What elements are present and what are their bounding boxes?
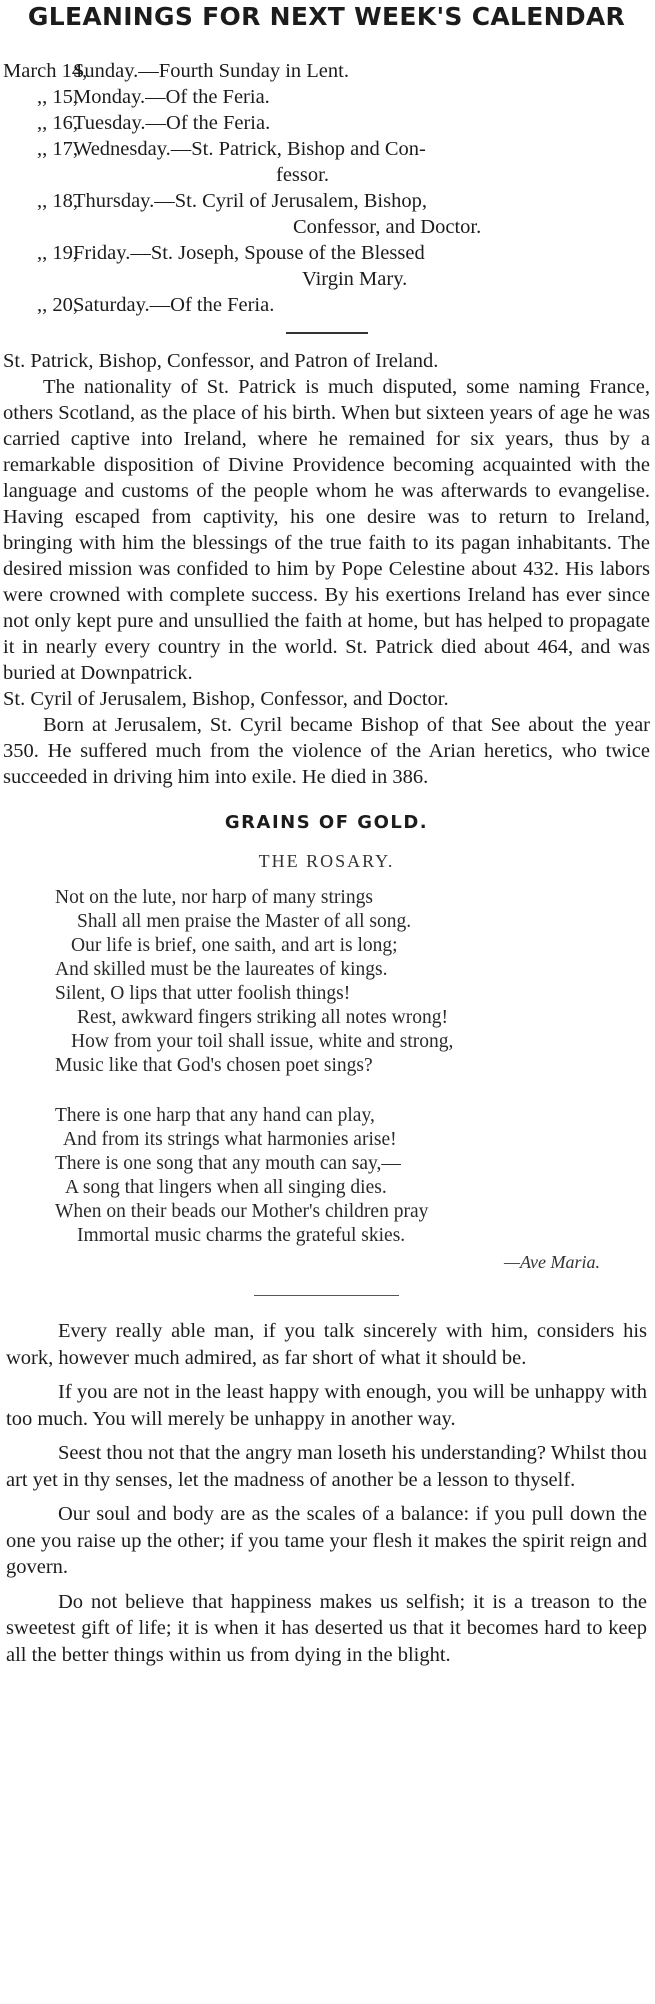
- cyril-section: [3, 686, 650, 790]
- calendar-entry: [3, 110, 650, 136]
- calendar-text: Monday.—Of the Feria.: [73, 86, 270, 108]
- calendar-date: ,, 20,: [37, 294, 78, 316]
- calendar-text: [73, 188, 650, 240]
- maxim-paragraph: Do not believe that happiness makes us selfish; it is a treason to the sweetest gift of life; it is when it has deserted us that it becomes hard to keep all the better things within us from dying in the blight.: [6, 1590, 647, 1666]
- poem-line: Immortal music charms the grateful skies.: [77, 1225, 406, 1246]
- maxims: [3, 1318, 650, 1668]
- poem-line: Rest, awkward fingers striking all notes wrong!: [77, 1007, 448, 1028]
- calendar-text: [73, 136, 650, 188]
- poem-line: A song that lingers when all singing dies.: [65, 1177, 387, 1198]
- poem-line: Not on the lute, nor harp of many strings: [55, 887, 373, 908]
- calendar-text: [73, 240, 650, 292]
- patrick-body: The nationality of St. Patrick is much disputed, some naming France, others Scotland, as the place of his birth. When but sixteen years of age he was carried captive into Ireland, where he remained for six years, thus by a remarkable disposition of Divine Providence becoming acquainted with the language and customs of the people whom he was afterwards to evangelise. Having escaped from captivity, his one desire was to return to Ireland, bringing with him the blessings of the true faith to its pagan inhabitants. The desired mission was confided to him by Pope Celestine about 432. His labors were crowned with complete success. By his exertions Ireland has ever since not only kept pure and unsullied the faith at home, but has helped to propagate it in nearly every country in the world. St. Patrick died about 464, and was buried at Downpatrick.: [3, 376, 650, 684]
- calendar-date: ,, 16,: [37, 112, 78, 134]
- calendar-heading: GLEANINGS FOR NEXT WEEK'S CALENDAR: [27, 2, 626, 31]
- calendar-date: ,, 15,: [37, 86, 78, 108]
- cyril-body: Born at Jerusalem, St. Cyril became Bishop of that See about the year 350. He suffered much from the violence of the Arian heretics, who twice succeeded in driving him into exile. He died in 386.: [3, 714, 650, 788]
- calendar-date: ,, 19,: [37, 242, 78, 264]
- calendar-date: ,, 18,: [37, 190, 78, 212]
- calendar-list: [3, 58, 650, 318]
- stanza-gap: [55, 1078, 650, 1104]
- calendar-text-continuation: Virgin Mary.: [302, 268, 408, 290]
- poem-title: THE ROSARY.: [258, 851, 395, 871]
- poem-line: Music like that God's chosen poet sings?: [55, 1055, 373, 1076]
- calendar-entry: [3, 136, 650, 188]
- poem-line: There is one song that any mouth can say,—: [55, 1153, 401, 1174]
- calendar-text: Sunday.—Fourth Sunday in Lent.: [73, 60, 349, 82]
- section-divider: [286, 332, 368, 334]
- calendar-date: March 14,: [3, 60, 88, 82]
- maxim-paragraph: If you are not in the least happy with enough, you will be unhappy with too much. You will merely be unhappy in another way.: [6, 1381, 647, 1430]
- calendar-text-line: Wednesday.—St. Patrick, Bishop and Con-: [73, 138, 426, 160]
- maxim-paragraph: Our soul and body are as the scales of a balance: if you pull down the one you raise up the other; if you tame your flesh it makes the spirit reign and govern.: [6, 1503, 647, 1578]
- calendar-entry: [3, 240, 650, 292]
- calendar-text-continuation: fessor.: [276, 164, 329, 186]
- patrick-section: [3, 348, 650, 686]
- calendar-text: Saturday.—Of the Feria.: [73, 294, 275, 316]
- calendar-date: ,, 17,: [37, 138, 78, 160]
- calendar-text: Tuesday.—Of the Feria.: [73, 112, 271, 134]
- poem-line: And skilled must be the laureates of kings.: [55, 959, 388, 980]
- poem-stanza: [55, 886, 650, 1078]
- poem: [3, 886, 650, 1248]
- poem-line: When on their beads our Mother's children pray: [55, 1201, 429, 1222]
- poem-line: Silent, O lips that utter foolish things!: [55, 983, 351, 1004]
- calendar-entry: [3, 188, 650, 240]
- poem-stanza: [55, 1104, 650, 1248]
- patrick-title: St. Patrick, Bishop, Confessor, and Patron of Ireland.: [3, 350, 439, 372]
- poem-line: And from its strings what harmonies arise!: [63, 1129, 397, 1150]
- poem-line: Shall all men praise the Master of all song.: [77, 911, 412, 932]
- poem-attribution: —Ave Maria.: [504, 1252, 600, 1272]
- calendar-entry: [3, 58, 650, 84]
- calendar-entry: [3, 292, 650, 318]
- poem-line: How from your toil shall issue, white and strong,: [71, 1031, 454, 1052]
- poem-line: Our life is brief, one saith, and art is long;: [71, 935, 398, 956]
- maxim-paragraph: Seest thou not that the angry man loseth his understanding? Whilst thou art yet in thy senses, let the madness of another be a lesson to thyself.: [6, 1442, 647, 1491]
- calendar-text-continuation: Confessor, and Doctor.: [293, 216, 482, 238]
- poem-line: There is one harp that any hand can play,: [55, 1105, 375, 1126]
- grains-heading: GRAINS OF GOLD.: [224, 812, 429, 833]
- calendar-text-line: Friday.—St. Joseph, Spouse of the Blessed: [73, 242, 425, 264]
- section-divider: [254, 1295, 399, 1296]
- maxim-paragraph: Every really able man, if you talk sincerely with him, considers his work, however much admired, as far short of what it should be.: [6, 1320, 647, 1369]
- calendar-entry: [3, 84, 650, 110]
- calendar-text-line: Thursday.—St. Cyril of Jerusalem, Bishop,: [73, 190, 427, 212]
- cyril-title: St. Cyril of Jerusalem, Bishop, Confessor, and Doctor.: [3, 688, 449, 710]
